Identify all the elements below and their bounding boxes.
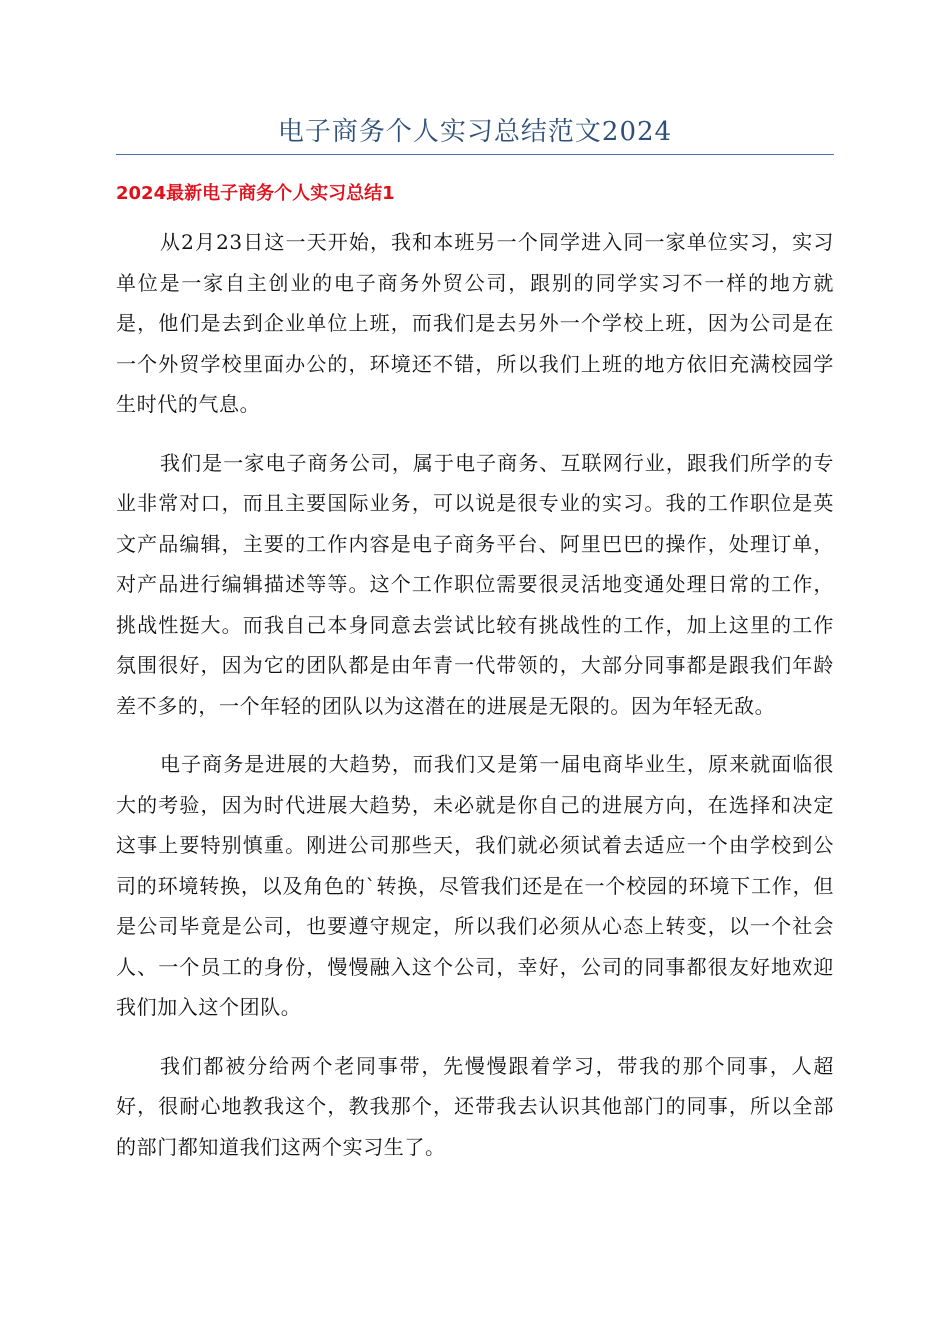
paragraph-3: 电子商务是进展的大趋势，而我们又是第一届电商毕业生，原来就面临很大的考验，因为时代进展大趋势，未必就是你自己的进展方向，在选择和决定这事上要特别慎重。刚进公司那些天，我们就必须试着去适应一个由学校到公司的环境转换，以及角色的`转换，尽管我们还是在一个校园的环境下工作，但是公司毕竟是公司，也要遵守规定，所以我们必须从心态上转变，以一个社会人、一个员工的身份，慢慢融入这个公司，幸好，公司的同事都很友好地欢迎我们加入这个团队。	[116, 752, 834, 1019]
title-underline	[116, 154, 834, 155]
paragraph-1: 从2月23日这一天开始，我和本班另一个同学进入同一家单位实习，实习单位是一家自主创业的电子商务外贸公司，跟别的同学实习不一样的地方就是，他们是去到企业单位上班，而我们是去另外一个学校上班，因为公司是在一个外贸学校里面办公的，环境还不错，所以我们上班的地方依旧充满校园学生时代的气息。	[116, 230, 834, 416]
paragraph-2: 我们是一家电子商务公司，属于电子商务、互联网行业，跟我们所学的专业非常对口，而且主要国际业务，可以说是很专业的实习。我的工作职位是英文产品编辑，主要的工作内容是电子商务平台、阿里巴巴的操作，处理订单，对产品进行编辑描述等等。这个工作职位需要很灵活地变通处理日常的工作，挑战性挺大。而我自己本身同意去尝试比较有挑战性的工作，加上这里的工作氛围很好，因为它的团队都是由年青一代带领的，大部分同事都是跟我们年龄差不多的，一个年轻的团队以为这潜在的进展是无限的。因为年轻无敌。	[116, 450, 834, 718]
paragraph-4: 我们都被分给两个老同事带，先慢慢跟着学习，带我的那个同事，人超好，很耐心地教我这个，教我那个，还带我去认识其他部门的同事，所以全部的部门都知道我们这两个实习生了。	[116, 1053, 834, 1159]
section-heading: 2024最新电子商务个人实习总结1	[116, 183, 395, 204]
body-text	[116, 222, 834, 1185]
document-title: 电子商务个人实习总结范文2024	[277, 117, 673, 147]
